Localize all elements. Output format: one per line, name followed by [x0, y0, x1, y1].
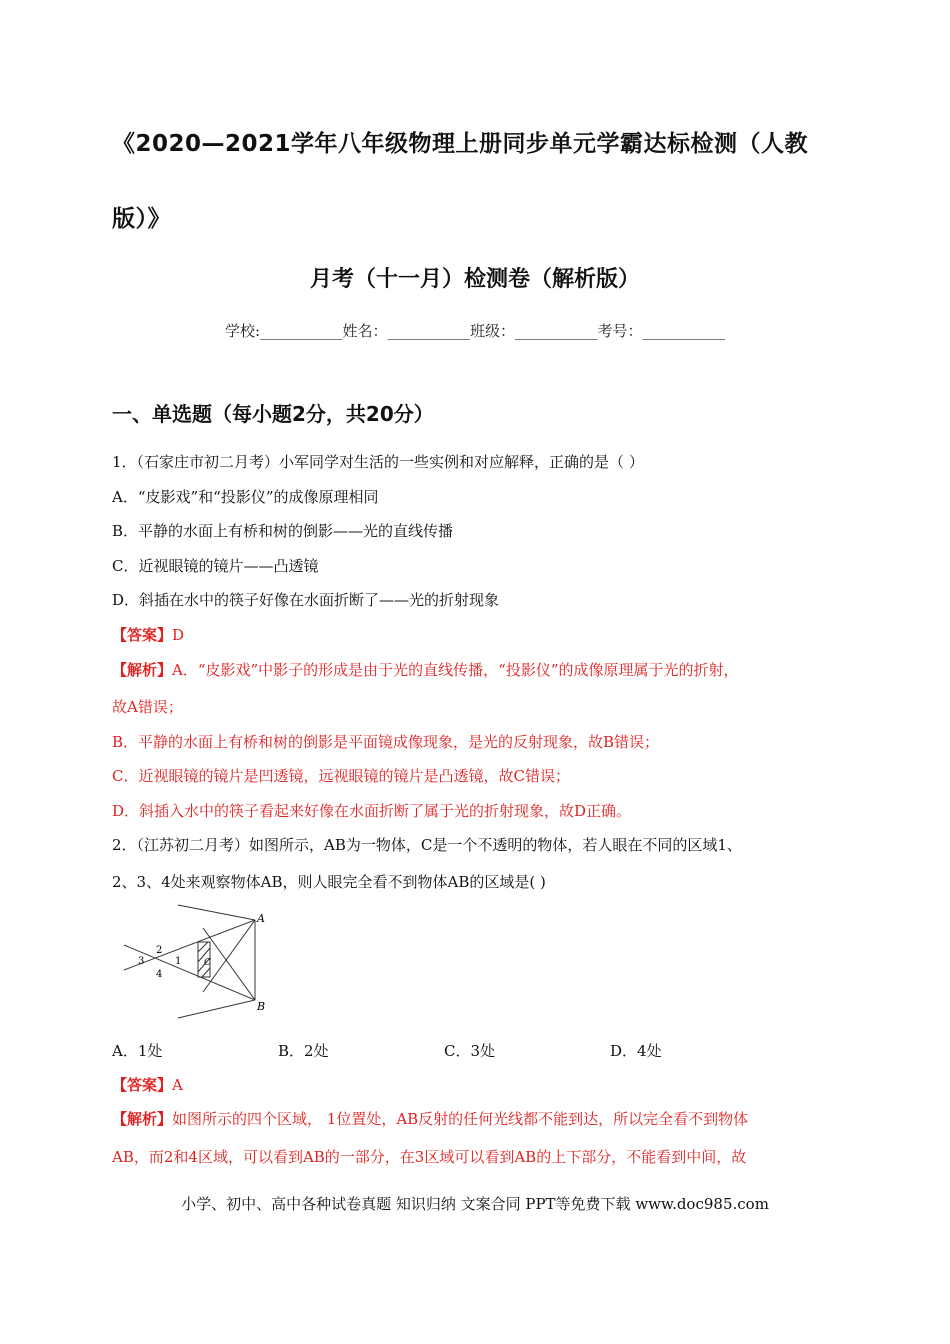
question-1-option-b: B．平静的水面上有桥和树的倒影——光的直线传播 — [112, 522, 454, 540]
figure-label-region-4: 4 — [156, 969, 163, 980]
document-title-line2: 版）》 — [112, 206, 171, 232]
question-2-stem-line1: 2．（江苏初二月考）如图所示，AB为一物体，C是一个不透明的物体，若人眼在不同的区域1、 — [112, 836, 742, 854]
question-2-option-c: C．3处 — [444, 1042, 496, 1060]
question-2-option-b: B．2处 — [278, 1042, 329, 1060]
analysis-tag: 【解析】 — [112, 1110, 173, 1128]
question-1-analysis-line3: B．平静的水面上有桥和树的倒影是平面镜成像现象，是光的反射现象，故B错误； — [112, 733, 660, 751]
student-info-line: 学校:___________姓名：___________班级：___________考号：___________ — [224, 322, 726, 340]
question-2-figure — [118, 900, 278, 1020]
question-1-analysis-line2: 故A错误； — [112, 698, 183, 716]
analysis-text: 如图所示的四个区域， 1位置处，AB反射的任何光线都不能到达，所以完全看不到物体 — [172, 1110, 749, 1128]
question-2-option-d: D．4处 — [610, 1042, 662, 1060]
question-2-stem-line2: 2、3、4处来观察物体AB，则人眼完全看不到物体AB的区域是( ) — [112, 873, 546, 891]
document-title-line1: 《2020—2021学年八年级物理上册同步单元学霸达标检测（人教 — [112, 131, 809, 157]
question-2-option-a: A．1处 — [112, 1042, 163, 1060]
analysis-text: A．“皮影戏”中影子的形成是由于光的直线传播，“投影仪”的成像原理属于光的折射， — [172, 661, 739, 679]
question-2-answer — [112, 1074, 183, 1095]
analysis-tag: 【解析】 — [112, 661, 173, 679]
figure-label-region-1: 1 — [175, 956, 182, 967]
figure-label-a: A — [257, 912, 265, 925]
question-1-option-a: A．“皮影戏”和“投影仪”的成像原理相同 — [112, 488, 379, 506]
answer-value: A — [172, 1076, 183, 1094]
figure-label-region-3: 3 — [138, 956, 145, 967]
question-1-answer — [112, 624, 184, 645]
question-1-analysis-line1 — [112, 659, 739, 680]
question-1-stem: 1．（石家庄市初二月考）小军同学对生活的一些实例和对应解释，正确的是（ ） — [112, 453, 644, 471]
question-1-analysis-line4: C．近视眼镜的镜片是凹透镜，远视眼镜的镜片是凸透镜，故C错误； — [112, 767, 570, 785]
question-2-analysis-line1 — [112, 1108, 748, 1129]
page-footer: 小学、初中、高中各种试卷真题 知识归纳 文案合同 PPT等免费下载 www.doc985.com — [181, 1195, 769, 1213]
question-1-option-d: D．斜插在水中的筷子好像在水面折断了——光的折射现象 — [112, 591, 500, 609]
question-1-analysis-line5: D．斜插入水中的筷子看起来好像在水面折断了属于光的折射现象，故D正确。 — [112, 802, 632, 820]
figure-label-b: B — [257, 1000, 266, 1013]
document-subtitle: 月考（十一月）检测卷（解析版） — [309, 267, 640, 292]
section-heading: 一、单选题（每小题2分，共20分） — [112, 402, 434, 426]
answer-tag: 【答案】 — [112, 1076, 173, 1094]
figure-label-c: C — [204, 958, 211, 968]
answer-tag: 【答案】 — [112, 626, 173, 644]
figure-label-region-2: 2 — [156, 945, 163, 956]
question-2-analysis-line2: AB，而2和4区域，可以看到AB的一部分，在3区域可以看到AB的上下部分，不能看到中间，故 — [112, 1148, 747, 1166]
question-1-option-c: C．近视眼镜的镜片——凸透镜 — [112, 557, 319, 575]
answer-value: D — [172, 626, 185, 644]
